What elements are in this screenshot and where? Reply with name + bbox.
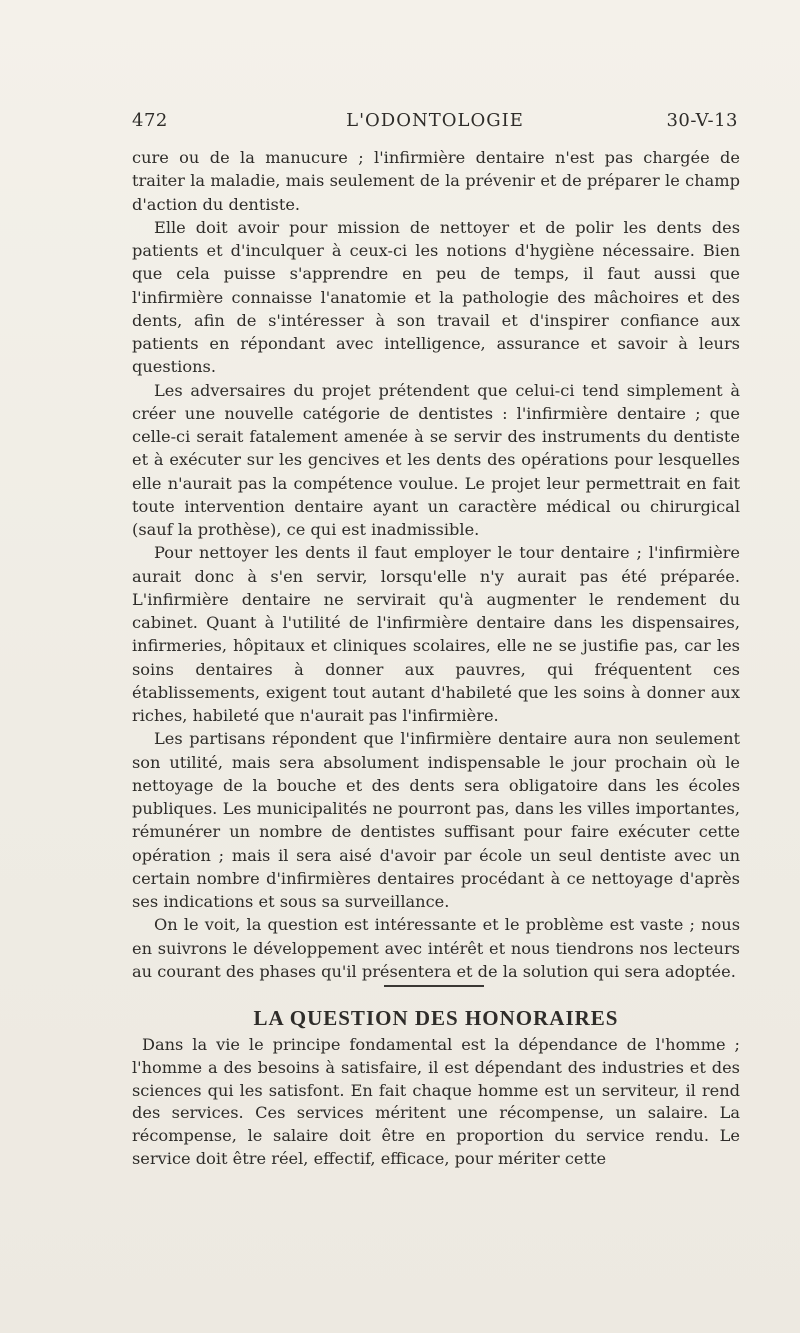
- paragraph-2: Elle doit avoir pour mission de nettoyer et de polir les dents des patients et d'inculquer à ceux-ci les notions d'hygiène nécessaire. Bien que cela puisse s'apprendre en peu de temps, il faut aussi que l'infirmière connaisse l'anatomie et la pathologie des mâchoires et des dents, afin de s'intéresser à son travail et d'inspirer confiance aux patients en répondant avec intelligence, assurance et savoir à leurs questions.: [132, 217, 740, 377]
- running-header: [132, 110, 738, 138]
- section-paragraph-1: Dans la vie le principe fondamental est la dépendance de l'homme ; l'homme a des besoins à satisfaire, il est dépendant des industries et des sciences qui les satisfont. En fait chaque homme est un serviteur, il rend des services. Ces services méritent une récompense, un salaire. La récompense, le salaire doit être en proportion du service rendu. Le service doit être réel, effectif, efficace, pour mériter cette: [132, 1035, 740, 1168]
- paragraph-4: Pour nettoyer les dents il faut employer le tour dentaire ; l'infirmière aurait donc à s'en servir, lorsqu'elle n'y aurait pas été préparée. L'infirmière dentaire ne servirait qu'à augmenter le rendement du cabinet. Quant à l'utilité de l'infirmière dentaire dans les dispensaires, infirmeries, hôpitaux et cliniques scolaires, elle ne se justifie pas, car les soins dentaires à donner aux pauvres, qui fréquentent ces établissements, exigent tout autant d'habileté que les soins à donner aux riches, habileté que n'aurait pas l'infirmière.: [132, 543, 740, 725]
- issue-date: 30-V-13: [666, 110, 738, 131]
- journal-title: L'ODONTOLOGIE: [346, 110, 524, 131]
- article-body: [132, 146, 740, 983]
- section-title: LA QUESTION DES HONORAIRES: [253, 1006, 619, 1030]
- paragraph-6: On le voit, la question est intéressante et le problème est vaste ; nous en suivrons le développement avec intérêt et nous tiendrons nos lecteurs au courant des phases qu'il présentera et de la solution qui sera adoptée.: [132, 915, 740, 981]
- paragraph-1: cure ou de la manucure ; l'infirmière dentaire n'est pas chargée de traiter la maladie, mais seulement de la prévenir et de préparer le champ d'action du dentiste.: [132, 148, 740, 214]
- paragraph-3: Les adversaires du projet prétendent que celui-ci tend simplement à créer une nouvelle catégorie de dentistes : l'infirmière dentaire ; que celle-ci serait fatalement amenée à se servir des instruments du dentiste et à exécuter sur les gencives et les dents des opérations pour lesquelles elle n'aurait pas la compétence voulue. Le projet leur permettrait en fait toute intervention dentaire ayant un caractère médical ou chirurgical (sauf la prothèse), ce qui est inadmissible.: [132, 380, 740, 539]
- section-divider: [384, 985, 484, 987]
- paragraph-5: Les partisans répondent que l'infirmière dentaire aura non seulement son utilité, mais sera absolument indispensable le jour prochain où le nettoyage de la bouche et des dents sera obligatoire dans les écoles publiques. Les municipalités ne pourront pas, dans les villes importantes, rémunérer un nombre de dentistes suffisant pour faire exécuter cette opération ; mais il sera aisé d'avoir par école un seul dentiste avec un certain nombre d'infirmières dentaires procédant à ce nettoyage d'après ses indications et sous sa surveillance.: [132, 729, 740, 911]
- page-number: 472: [132, 110, 168, 131]
- section-body: [132, 1034, 740, 1171]
